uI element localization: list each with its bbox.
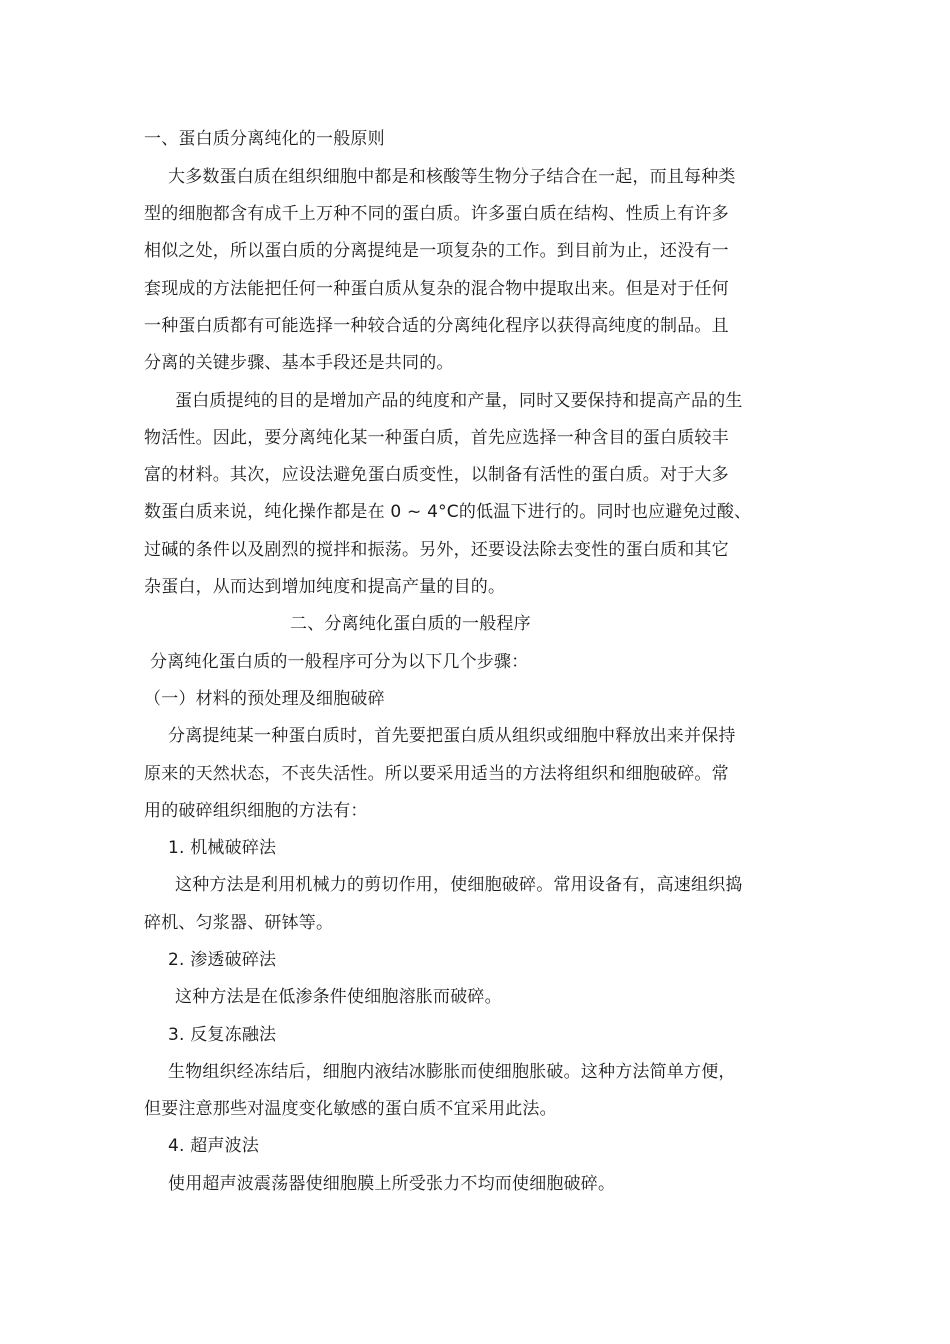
method-title: 4. 超声波法 — [168, 1136, 260, 1156]
para1-line: 套现成的方法能把任何一种蛋白质从复杂的混合物中提取出来。但是对于任何 — [144, 279, 729, 299]
para2-line: 蛋白质提纯的目的是增加产品的纯度和产量，同时又要保持和提高产品的生 — [175, 391, 743, 411]
section2-para-line: 分离提纯某一种蛋白质时，首先要把蛋白质从组织或细胞中释放出来并保持 — [168, 726, 736, 746]
para2-line: 物活性。因此，要分离纯化某一种蛋白质，首先应选择一种含目的蛋白质较丰 — [144, 428, 729, 448]
method-desc-line: 但要注意那些对温度变化敏感的蛋白质不宜采用此法。 — [144, 1099, 557, 1119]
para1-line: 一种蛋白质都有可能选择一种较合适的分离纯化程序以获得高纯度的制品。且 — [144, 316, 729, 336]
method-desc-line: 这种方法是利用机械力的剪切作用，使细胞破碎。常用设备有，高速组织捣 — [175, 875, 743, 895]
para2-line: 数蛋白质来说，纯化操作都是在 0 ~ 4°C的低温下进行的。同时也应避免过酸、 — [144, 502, 752, 522]
method-title: 1. 机械破碎法 — [168, 838, 277, 858]
section1-heading: 一、蛋白质分离纯化的一般原则 — [144, 129, 385, 149]
section2-intro: 分离纯化蛋白质的一般程序可分为以下几个步骤： — [150, 652, 529, 672]
section2-para-line: 原来的天然状态，不丧失活性。所以要采用适当的方法将组织和细胞破碎。常 — [144, 764, 729, 784]
method-desc-line: 这种方法是在低渗条件使细胞溶胀而破碎。 — [175, 987, 502, 1007]
para2-line: 富的材料。其次，应设法避免蛋白质变性，以制备有活性的蛋白质。对于大多 — [144, 465, 729, 485]
method-desc-line: 使用超声波震荡器使细胞膜上所受张力不均而使细胞破碎。 — [168, 1174, 616, 1194]
para1-line: 分离的关键步骤、基本手段还是共同的。 — [144, 353, 454, 373]
para2-line: 过碱的条件以及剧烈的搅拌和振荡。另外，还要设法除去变性的蛋白质和其它 — [144, 540, 729, 560]
para1-line: 相似之处，所以蛋白质的分离提纯是一项复杂的工作。到目前为止，还没有一 — [144, 241, 729, 261]
para2-line: 杂蛋白，从而达到增加纯度和提高产量的目的。 — [144, 577, 506, 597]
method-desc-line: 碎机、匀浆器、研钵等。 — [144, 913, 334, 933]
para1-line: 大多数蛋白质在组织细胞中都是和核酸等生物分子结合在一起，而且每种类 — [168, 167, 736, 187]
method-title: 2. 渗透破碎法 — [168, 950, 277, 970]
section2-para-line: 用的破碎组织细胞的方法有： — [144, 801, 368, 821]
section2-subheading: （一）材料的预处理及细胞破碎 — [144, 689, 385, 709]
section2-heading: 二、分离纯化蛋白质的一般程序 — [290, 614, 531, 634]
para1-line: 型的细胞都含有成千上万种不同的蛋白质。许多蛋白质在结构、性质上有许多 — [144, 204, 729, 224]
method-title: 3. 反复冻融法 — [168, 1025, 277, 1045]
method-desc-line: 生物组织经冻结后，细胞内液结冰膨胀而使细胞胀破。这种方法简单方便， — [168, 1062, 736, 1082]
